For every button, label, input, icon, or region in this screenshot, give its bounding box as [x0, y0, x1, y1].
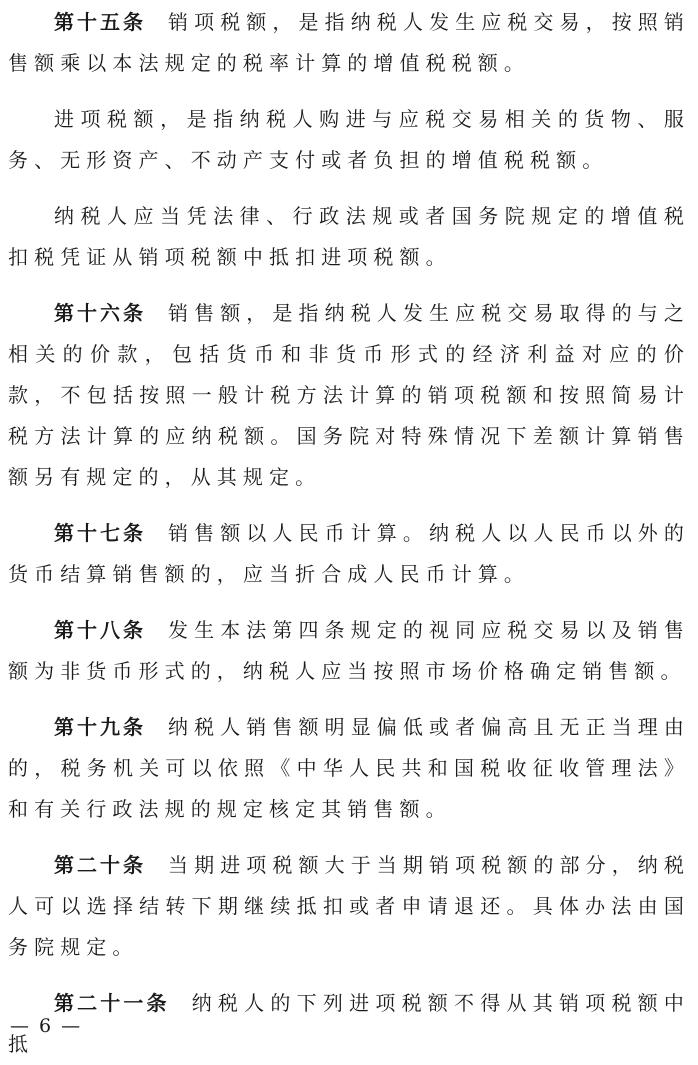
paragraph-article-19: [8, 707, 690, 830]
article-number: 第十八条: [54, 618, 146, 642]
paragraph-text: 发生本法第四条规定的视同应税交易以及销售额为非货币形式的，纳税人应当按照市场价格确定销售额。: [8, 618, 690, 683]
article-number: 第十五条: [54, 10, 146, 34]
article-number: 第十七条: [54, 521, 146, 545]
page-number: — 6 —: [10, 1015, 83, 1037]
paragraph-article-15: [8, 2, 690, 84]
paragraph-text: 销项税额，是指纳税人发生应税交易，按照销售额乘以本法规定的税率计算的增值税税额。: [8, 10, 690, 75]
paragraph-input-tax: [8, 99, 690, 181]
paragraph-article-21: [8, 983, 690, 1065]
paragraph-text: 销售额以人民币计算。纳税人以人民币以外的货币结算销售额的，应当折合成人民币计算。: [8, 521, 690, 586]
paragraph-text: 销售额，是指纳税人发生应税交易取得的与之相关的价款，包括货币和非货币形式的经济利益对应的价款，不包括按照一般计税方法计算的销项税额和按照简易计税方法计算的应纳税额。国务院对特殊情况下差额计算销售额另有规定的，从其规定。: [8, 301, 690, 489]
paragraph-text: 当期进项税额大于当期销项税额的部分，纳税人可以选择结转下期继续抵扣或者申请退还。具体办法由国务院规定。: [8, 853, 690, 959]
paragraph-article-18: [8, 610, 690, 692]
paragraph-text: 纳税人销售额明显偏低或者偏高且无正当理由的，税务机关可以依照《中华人民共和国税收征收管理法》和有关行政法规的规定核定其销售额。: [8, 715, 690, 821]
article-number: 第十六条: [54, 301, 146, 325]
paragraph-text: 纳税人应当凭法律、行政法规或者国务院规定的增值税扣税凭证从销项税额中抵扣进项税额。: [8, 204, 690, 269]
paragraph-text: 纳税人的下列进项税额不得从其销项税额中抵: [8, 991, 691, 1056]
paragraph-article-16: [8, 293, 690, 498]
article-number: 第十九条: [54, 715, 146, 739]
paragraph-article-20: [8, 845, 690, 968]
article-number: 第二十一条: [54, 991, 170, 1015]
paragraph-deduction: [8, 196, 690, 278]
paragraph-article-17: [8, 513, 690, 595]
paragraph-text: 进项税额，是指纳税人购进与应税交易相关的货物、服务、无形资产、不动产支付或者负担的增值税税额。: [8, 107, 690, 172]
article-number: 第二十条: [54, 853, 146, 877]
